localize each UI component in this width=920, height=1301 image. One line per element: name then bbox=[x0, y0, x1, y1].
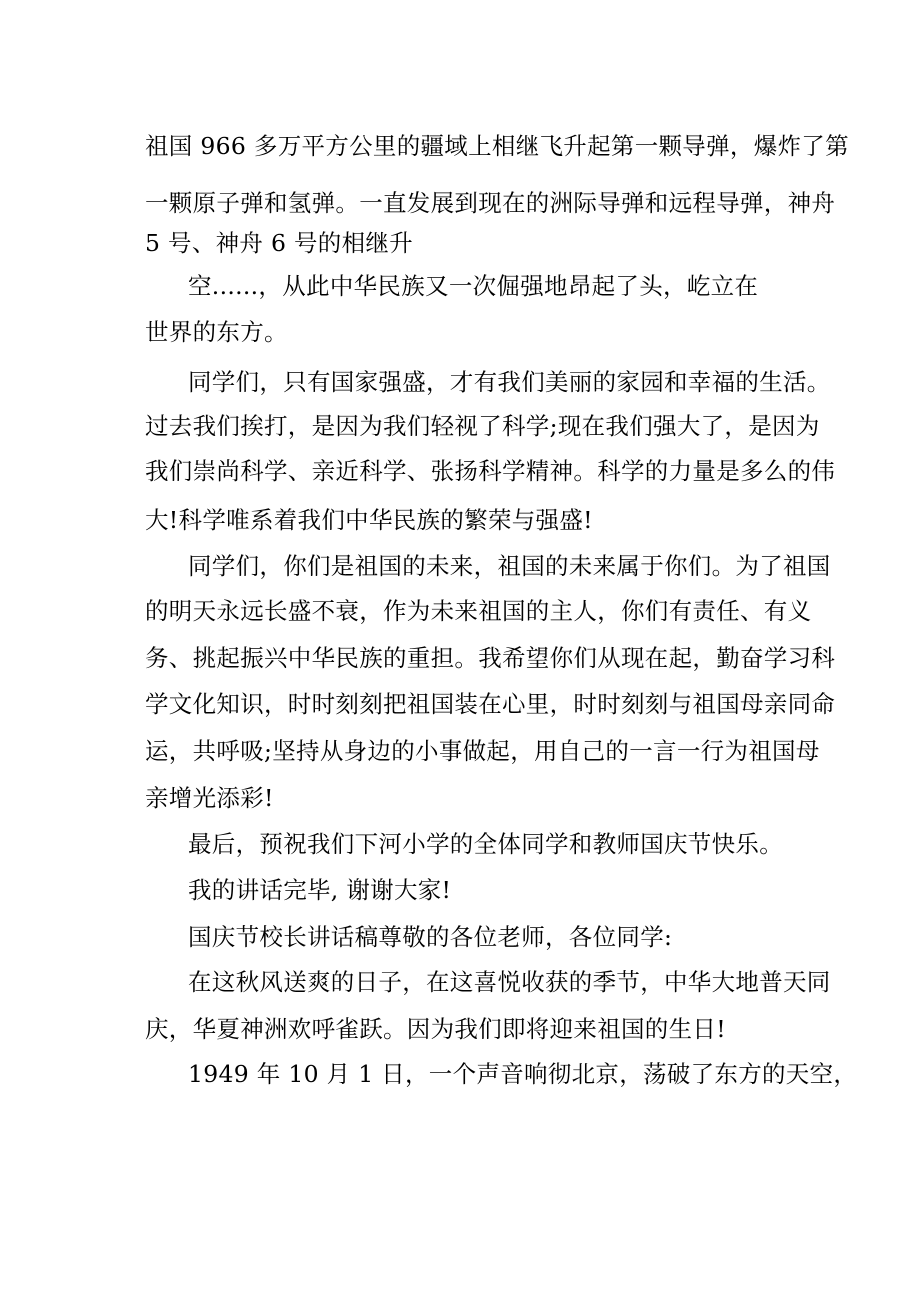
text-line: 同学们，你们是祖国的未来，祖国的未来属于你们。为了祖国 bbox=[188, 552, 831, 580]
text-line: 空......，从此中华民族又一次倔强地昂起了头，屹立在 bbox=[188, 272, 759, 300]
text-line: 庆，华夏神洲欢呼雀跃。因为我们即将迎来祖国的生日! bbox=[145, 1015, 726, 1043]
text-line: 的明天永远长盛不衰，作为未来祖国的主人，你们有责任、有义 bbox=[145, 597, 812, 625]
text-line: 最后，预祝我们下河小学的全体同学和教师国庆节快乐。 bbox=[188, 830, 783, 858]
text-line: 我们崇尚科学、亲近科学、张扬科学精神。科学的力量是多么的伟 bbox=[145, 457, 836, 485]
text-line: 我的讲话完毕, 谢谢大家! bbox=[188, 876, 452, 904]
text-line: 世界的东方。 bbox=[145, 318, 288, 346]
text-line: 在这秋风送爽的日子，在这喜悦收获的季节，中华大地普天同 bbox=[188, 968, 831, 996]
text-line: 大!科学唯系着我们中华民族的繁荣与强盛! bbox=[145, 506, 593, 534]
text-line: 务、挑起振兴中华民族的重担。我希望你们从现在起，勤奋学习科 bbox=[145, 644, 836, 672]
text-line: 同学们，只有国家强盛，才有我们美丽的家园和幸福的生活。 bbox=[188, 368, 831, 396]
text-line: 1949 年 10 月 1 日，一个声音响彻北京，荡破了东方的天空， bbox=[188, 1060, 858, 1088]
text-line: 学文化知识，时时刻刻把祖国装在心里，时时刻刻与祖国母亲同命 bbox=[145, 690, 836, 718]
text-line: 祖国 966 多万平方公里的疆域上相继飞升起第一颗导弹，爆炸了第 bbox=[145, 132, 849, 160]
text-line: 亲增光添彩! bbox=[145, 784, 274, 812]
text-line: 运，共呼吸;坚持从身边的小事做起，用自己的一言一行为祖国母 bbox=[145, 737, 820, 765]
text-line: 过去我们挨打，是因为我们轻视了科学;现在我们强大了，是因为 bbox=[145, 412, 820, 440]
text-line: 国庆节校长讲话稿尊敬的各位老师，各位同学: bbox=[188, 923, 673, 951]
text-line: 5 号、神舟 6 号的相继升 bbox=[145, 229, 414, 257]
text-line: 一颗原子弹和氢弹。一直发展到现在的洲际导弹和远程导弹，神舟 bbox=[145, 189, 836, 217]
